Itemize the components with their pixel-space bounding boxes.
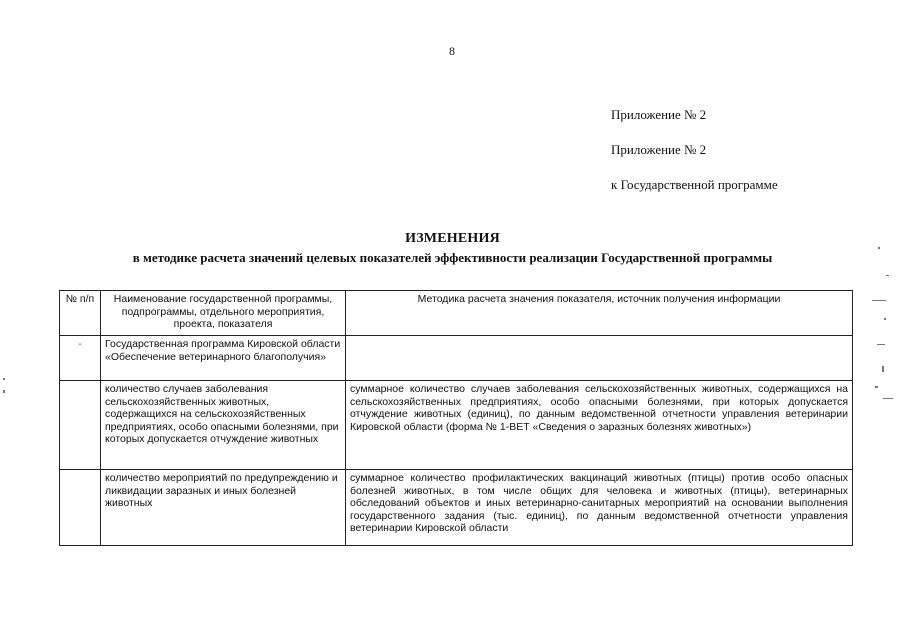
appendix-reference: к Государственной программе xyxy=(611,177,778,192)
row-number: - xyxy=(60,336,101,381)
row-number xyxy=(60,381,101,470)
scan-artifact xyxy=(872,300,886,301)
row-method: суммарное количество профилактических вакцинаций животных (птицы) против особо опасных болезней животных, в том числе общих для человека и животных (птицы), ветеринарных обследований объектов и иных ветеринарно-санитарных мероприятий на основании выполнения государственного задания (тыс. единиц), по данным ведомственной отчетности управления ветеринарии Кировской области xyxy=(346,470,853,546)
row-method: суммарное количество случаев заболевания сельскохозяйственных животных, содержащихся на сельскохозяйственных предприятиях, особо опасными болезнями, при которых допускается отчуждение животных (единиц), по данным ведомственной отчетности управления ветеринарии Кировской области (форма № 1-ВЕТ «Сведения о заразных болезнях животных») xyxy=(346,381,853,470)
row-name: количество случаев заболевания сельскохозяйственных животных, содержащихся на сельскохозяйственных предприятиях, особо опасными болезнями, при которых допускается отчуждение животных xyxy=(101,381,346,470)
page-number: 8 xyxy=(449,44,455,58)
scan-artifact xyxy=(886,275,889,276)
document-subtitle: в методике расчета значений целевых показателей эффективности реализации Государственной программы xyxy=(132,250,773,265)
table-row xyxy=(60,336,853,381)
changes-table xyxy=(59,290,853,546)
scan-artifact xyxy=(883,398,893,399)
document-title: ИЗМЕНЕНИЯ xyxy=(405,231,500,246)
scan-artifact xyxy=(3,390,5,393)
header-method: Методика расчета значения показателя, источник получения информации xyxy=(346,291,853,336)
scan-artifact xyxy=(875,386,878,388)
header-number: № п/п xyxy=(60,291,101,336)
scan-artifact xyxy=(884,318,886,320)
scan-artifact xyxy=(3,378,5,380)
scan-artifact xyxy=(877,344,885,345)
row-name: количество мероприятий по предупреждению и ликвидации заразных и иных болезней животных xyxy=(101,470,346,546)
table-row xyxy=(60,381,853,470)
appendix-label: Приложение № 2 xyxy=(611,107,707,122)
row-method xyxy=(346,336,853,381)
table-header-row xyxy=(60,291,853,336)
scan-artifact xyxy=(878,247,880,249)
header-name: Наименование государственной программы, подпрограммы, отдельного мероприятия, проекта, показателя xyxy=(101,291,346,336)
table-row xyxy=(60,470,853,546)
appendix-label-repeat: Приложение № 2 xyxy=(611,142,707,157)
row-number xyxy=(60,470,101,546)
scan-artifact xyxy=(882,366,884,372)
row-name: Государственная программа Кировской области «Обеспечение ветеринарного благополучия» xyxy=(101,336,346,381)
